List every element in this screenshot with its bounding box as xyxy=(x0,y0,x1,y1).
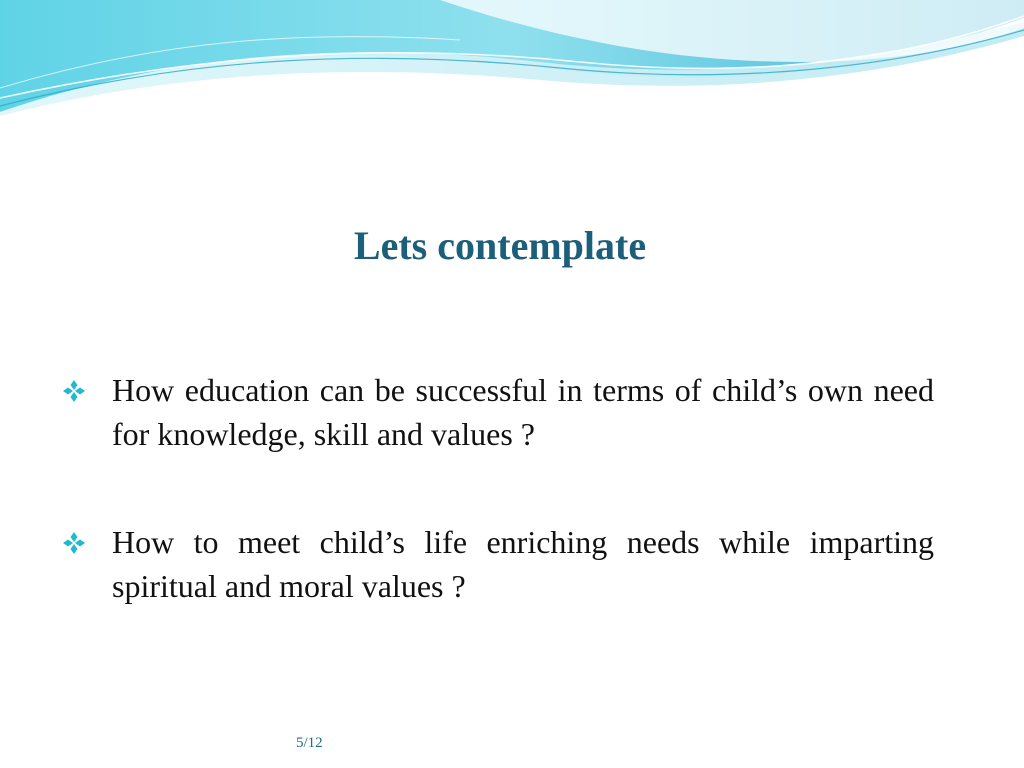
bullet-list xyxy=(62,368,934,608)
bullet-item xyxy=(62,368,934,456)
bullet-text: How to meet child’s life enriching needs while imparting spiritual and moral values ? xyxy=(112,524,934,604)
four-diamond-icon xyxy=(62,531,86,555)
four-diamond-icon xyxy=(62,379,86,403)
page-number: 5/12 xyxy=(296,735,323,751)
slide-title: Lets contemplate xyxy=(353,223,647,268)
wave-header-decoration xyxy=(0,0,1024,130)
bullet-item xyxy=(62,520,934,608)
bullet-text: How education can be successful in terms of child’s own need for knowledge, skill and values ? xyxy=(112,372,934,452)
